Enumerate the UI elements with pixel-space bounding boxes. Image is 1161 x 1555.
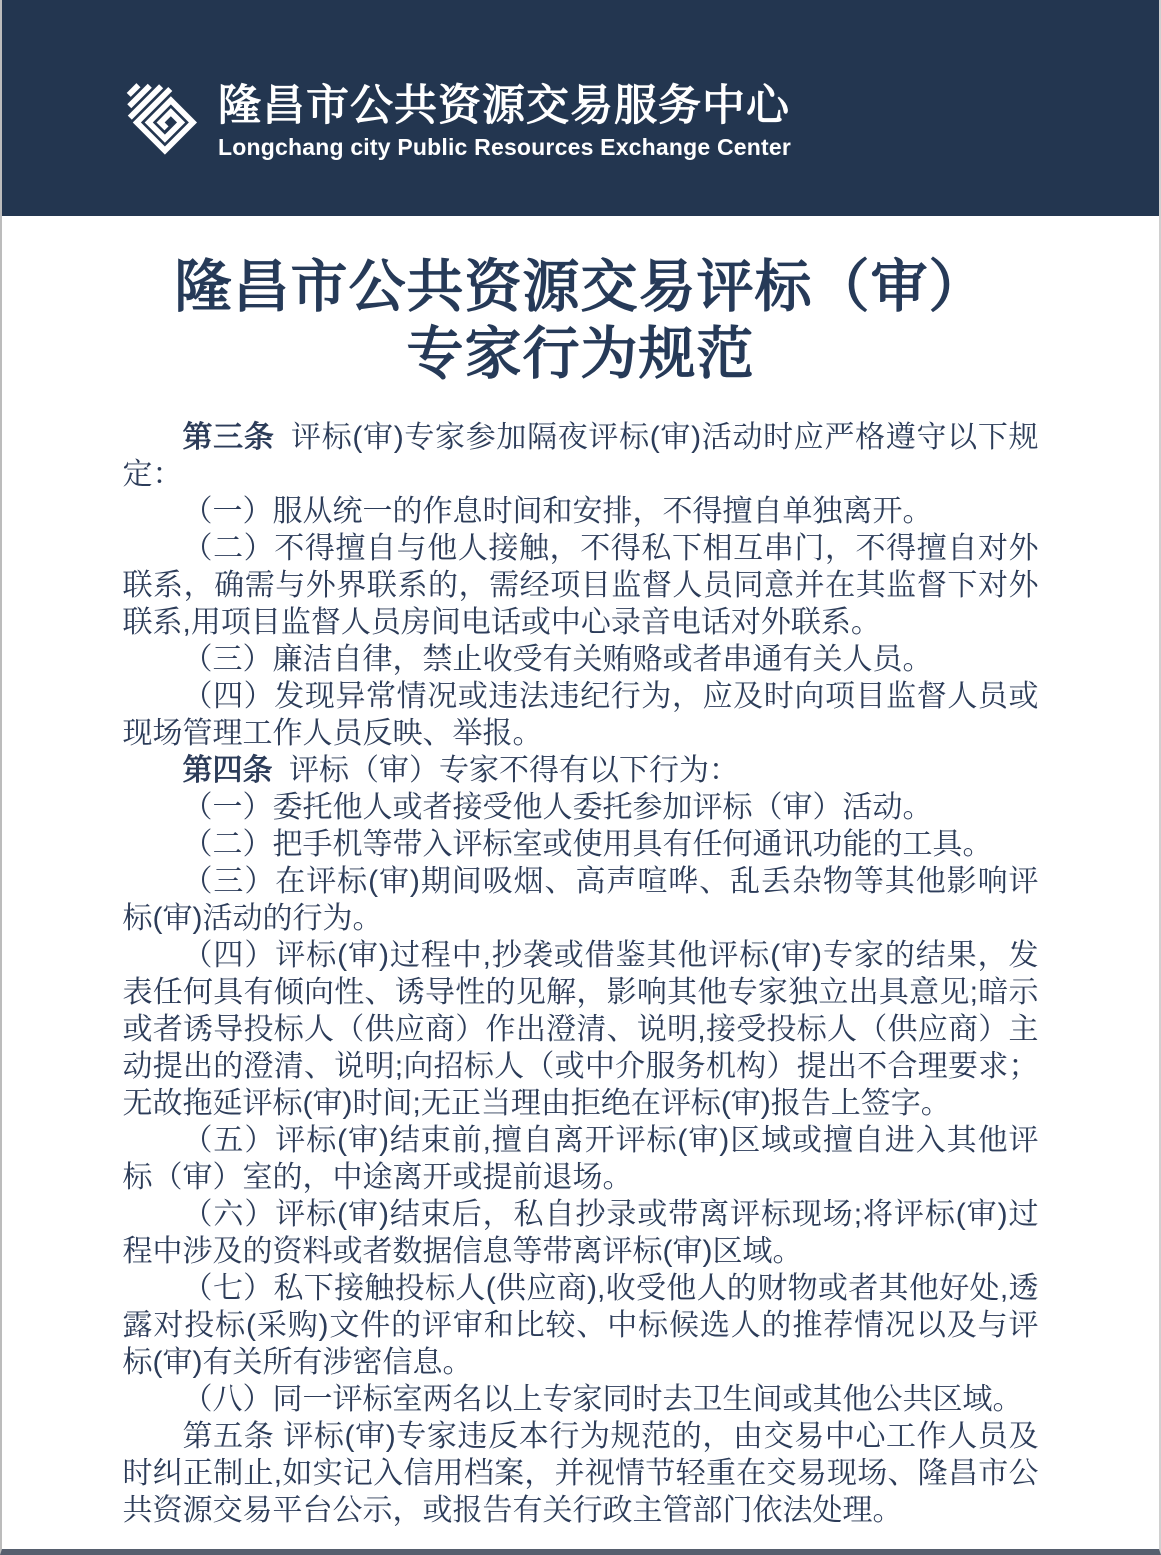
- body-paragraph: [123, 678, 1039, 752]
- body-paragraph: [123, 1270, 1039, 1381]
- body-paragraph: [123, 1418, 1039, 1529]
- body-paragraph: [123, 641, 1039, 678]
- paragraph-text: （八）同一评标室两名以上专家同时去卫生间或其他公共区域。: [182, 1383, 1023, 1416]
- org-branding: [218, 83, 791, 161]
- org-logo-icon: [118, 73, 202, 171]
- article-number: 第三条: [182, 421, 275, 454]
- paragraph-text: （三）在评标(审)期间吸烟、高声喧哗、乱丢杂物等其他影响评标(审)活动的行为。: [122, 865, 1039, 935]
- paragraph-text: （五）评标(审)结束前,擅自离开评标(审)区域或擅自进入其他评标（审）室的，中途离开或提前退场。: [122, 1124, 1039, 1194]
- paragraph-text: 评标（审）专家不得有以下行为：: [289, 754, 739, 787]
- body-paragraph: [123, 863, 1039, 937]
- paragraph-text: （一）委托他人或者接受他人委托参加评标（审）活动。: [182, 791, 933, 824]
- body-paragraph: [123, 1122, 1039, 1196]
- org-name-en: Longchang city Public Resources Exchange Center: [218, 134, 792, 161]
- org-name-zh: 隆昌市公共资源交易服务中心: [218, 81, 790, 130]
- paragraph-text: （一）服从统一的作息时间和安排，不得擅自单独离开。: [182, 495, 933, 528]
- paragraph-text: （三）廉洁自律，禁止收受有关贿赂或者串通有关人员。: [182, 643, 933, 676]
- document-main: [2, 254, 1159, 1529]
- body-paragraph: [123, 826, 1039, 863]
- paragraph-text: （四）发现异常情况或违法违纪行为，应及时向项目监督人员或现场管理工作人员反映、举报。: [122, 680, 1039, 750]
- header-banner: [2, 0, 1159, 216]
- paragraph-text: （六）评标(审)结束后，私自抄录或带离评标现场;将评标(审)过程中涉及的资料或者数据信息等带离评标(审)区域。: [122, 1198, 1039, 1268]
- body-paragraph: [123, 789, 1039, 826]
- document-title-line-2: 专家行为规范: [406, 322, 755, 386]
- body-paragraph: [123, 1196, 1039, 1270]
- paragraph-text: （七）私下接触投标人(供应商),收受他人的财物或者其他好处,透露对投标(采购)文件的评审和比较、中标候选人的推荐情况以及与评标(审)有关所有涉密信息。: [122, 1272, 1039, 1379]
- article-number: 第四条: [182, 754, 273, 787]
- body-paragraph: [123, 752, 1039, 789]
- body-paragraph: [123, 530, 1039, 641]
- document-title: [42, 254, 1119, 388]
- paragraph-text: 第五条 评标(审)专家违反本行为规范的，由交易中心工作人员及时纠正制止,如实记入信用档案，并视情节轻重在交易现场、隆昌市公共资源交易平台公示，或报告有关行政主管部门依法处理。: [122, 1420, 1039, 1527]
- paragraph-text: （四）评标(审)过程中,抄袭或借鉴其他评标(审)专家的结果，发表任何具有倾向性、诱导性的见解，影响其他专家独立出具意见;暗示或者诱导投标人（供应商）作出澄清、说明,接受投标人（供应商）主动提出的澄清、说明;向招标人（或中介服务机构）提出不合理要求；无故拖延评标(审)时间;无正当理由拒绝在评标(审)报告上签字。: [122, 939, 1039, 1120]
- paragraph-text: （二）把手机等带入评标室或使用具有任何通讯功能的工具。: [182, 828, 993, 861]
- paragraph-text: 评标(审)专家参加隔夜评标(审)活动时应严格遵守以下规定：: [122, 421, 1039, 491]
- body-paragraphs: [123, 419, 1039, 1529]
- body-paragraph: [123, 937, 1039, 1122]
- body-paragraph: [123, 493, 1039, 530]
- body-paragraph: [123, 419, 1039, 493]
- paragraph-text: （二）不得擅自与他人接触，不得私下相互串门，不得擅自对外联系，确需与外界联系的，需经项目监督人员同意并在其监督下对外联系,用项目监督人员房间电话或中心录音电话对外联系。: [122, 532, 1039, 639]
- body-paragraph: [123, 1381, 1039, 1418]
- document-title-line-1: 隆昌市公共资源交易评标（审）: [174, 255, 987, 319]
